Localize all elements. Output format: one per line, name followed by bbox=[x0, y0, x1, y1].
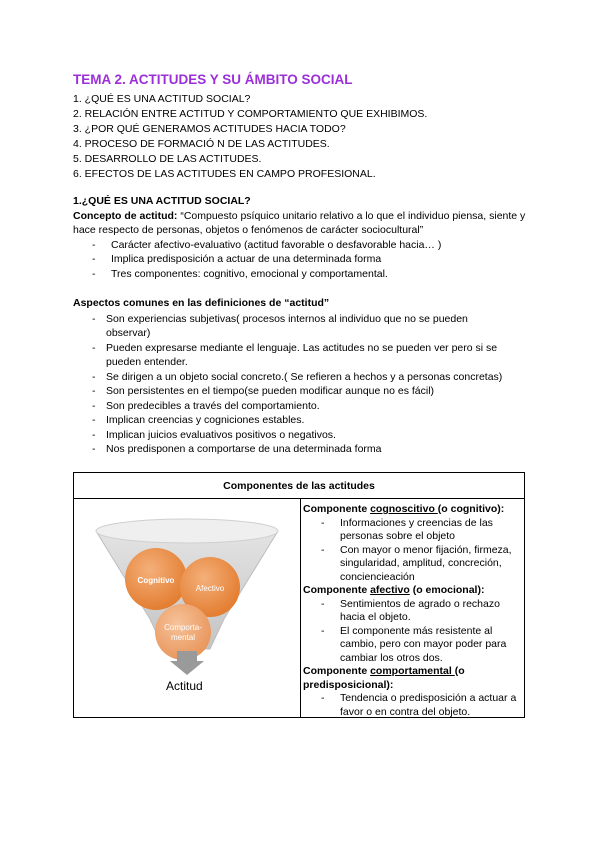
actitud-label: Actitud bbox=[166, 679, 203, 693]
page-title: TEMA 2. ACTITUDES Y SU ÁMBITO SOCIAL bbox=[73, 72, 353, 87]
component-prefix: Componente bbox=[303, 503, 371, 515]
component-prefix: Componente bbox=[303, 584, 371, 596]
toc-item: 1. ¿QUÉ ES UNA ACTITUD SOCIAL? bbox=[73, 93, 251, 105]
components-table bbox=[73, 472, 525, 718]
component-suffix: (o predisposicional): bbox=[303, 665, 465, 691]
list-item: - Nos predisponen a comportarse de una determinada forma bbox=[73, 442, 513, 457]
list-item: - Informaciones y creencias de las personas sobre el objeto bbox=[303, 517, 525, 544]
toc-item: 3. ¿POR QUÉ GENERAMOS ACTITUDES HACIA TODO? bbox=[73, 123, 346, 135]
list-item: - Carácter afectivo-evaluativo (actitud favorable o desfavorable hacia… ) bbox=[73, 238, 533, 253]
list-item: - Sentimientos de agrado o rechazo hacia el objeto. bbox=[303, 598, 525, 625]
section-1-heading: 1.¿QUÉ ES UNA ACTITUD SOCIAL? bbox=[73, 195, 251, 207]
table-of-contents bbox=[73, 92, 427, 182]
funnel-rim bbox=[96, 519, 278, 543]
component-afectivo-list bbox=[303, 598, 525, 666]
toc-item: 6. EFECTOS DE LAS ACTITUDES EN CAMPO PROFESIONAL. bbox=[73, 168, 376, 180]
section-1 bbox=[73, 194, 533, 281]
concept-label: Concepto de actitud: bbox=[73, 209, 178, 222]
list-item: - El componente más resistente al cambio, pero con mayor poder para cambiar los otros dos. bbox=[303, 625, 525, 666]
component-name: comportamental bbox=[370, 665, 455, 677]
component-comportamental-title bbox=[303, 665, 525, 692]
list-item: - Implican juicios evaluativos positivos o negativos. bbox=[73, 428, 513, 443]
toc-item: 2. RELACIÓN ENTRE ACTITUD Y COMPORTAMIENTO QUE EXHIBIMOS. bbox=[73, 108, 428, 120]
components-description bbox=[303, 503, 525, 719]
list-item: - Son experiencias subjetivas( procesos internos al individuo que no se pueden observar) bbox=[73, 312, 513, 341]
list-item: - Implica predisposición a actuar de una determinada forma bbox=[73, 252, 533, 267]
concept-text: “Compuesto psíquico unitario relativo a lo que el individuo piensa, siente y hace respecto de personas, objetos o fenómenos de carácter sociocultural” bbox=[73, 209, 526, 236]
comportamental-label-2: mental bbox=[170, 633, 196, 642]
component-name: cognoscitivo bbox=[370, 503, 438, 515]
cognitivo-label: Cognitivo bbox=[137, 576, 175, 585]
section-2-list bbox=[73, 312, 513, 457]
comportamental-label-1: Comporta- bbox=[164, 623, 202, 632]
component-prefix: Componente bbox=[303, 665, 371, 677]
component-suffix: (o emocional): bbox=[409, 584, 485, 596]
table-header: Componentes de las actitudes bbox=[74, 473, 524, 499]
toc-item: 4. PROCESO DE FORMACIÓ N DE LAS ACTITUDES. bbox=[73, 138, 330, 150]
component-comportamental-list bbox=[303, 692, 525, 719]
section-1-list bbox=[73, 238, 533, 282]
toc-item: 5. DESARROLLO DE LAS ACTITUDES. bbox=[73, 153, 262, 165]
component-cognitivo-title bbox=[303, 503, 525, 517]
list-item: - Tendencia o predisposición a actuar a favor o en contra del objeto. bbox=[303, 692, 525, 719]
afectivo-label: Afectivo bbox=[195, 584, 225, 593]
component-suffix: (o cognitivo): bbox=[437, 503, 505, 515]
list-item: - Son persistentes en el tiempo(se pueden modificar aunque no es fácil) bbox=[73, 384, 513, 399]
list-item: - Con mayor o menor fijación, firmeza, singularidad, amplitud, concreción, conciencieación bbox=[303, 544, 525, 585]
funnel-diagram-cell bbox=[74, 499, 301, 717]
list-item: - Se dirigen a un objeto social concreto.( Se refieren a hechos y a personas concretas) bbox=[73, 370, 513, 385]
list-item: - Pueden expresarse mediante el lenguaje. Las actitudes no se pueden ver pero si se pueden entender. bbox=[73, 341, 513, 370]
section-2-heading: Aspectos comunes en las definiciones de “actitud” bbox=[73, 297, 330, 309]
list-item: - Son predecibles a través del comportamiento. bbox=[73, 399, 513, 414]
list-item: - Implican creencias y cogniciones estables. bbox=[73, 413, 513, 428]
section-2 bbox=[73, 296, 513, 457]
component-afectivo-title bbox=[303, 584, 525, 598]
component-name: afectivo bbox=[370, 584, 410, 596]
component-cognitivo-list bbox=[303, 517, 525, 585]
list-item: - Tres componentes: cognitivo, emocional y comportamental. bbox=[73, 267, 533, 282]
concept-paragraph bbox=[73, 209, 533, 238]
